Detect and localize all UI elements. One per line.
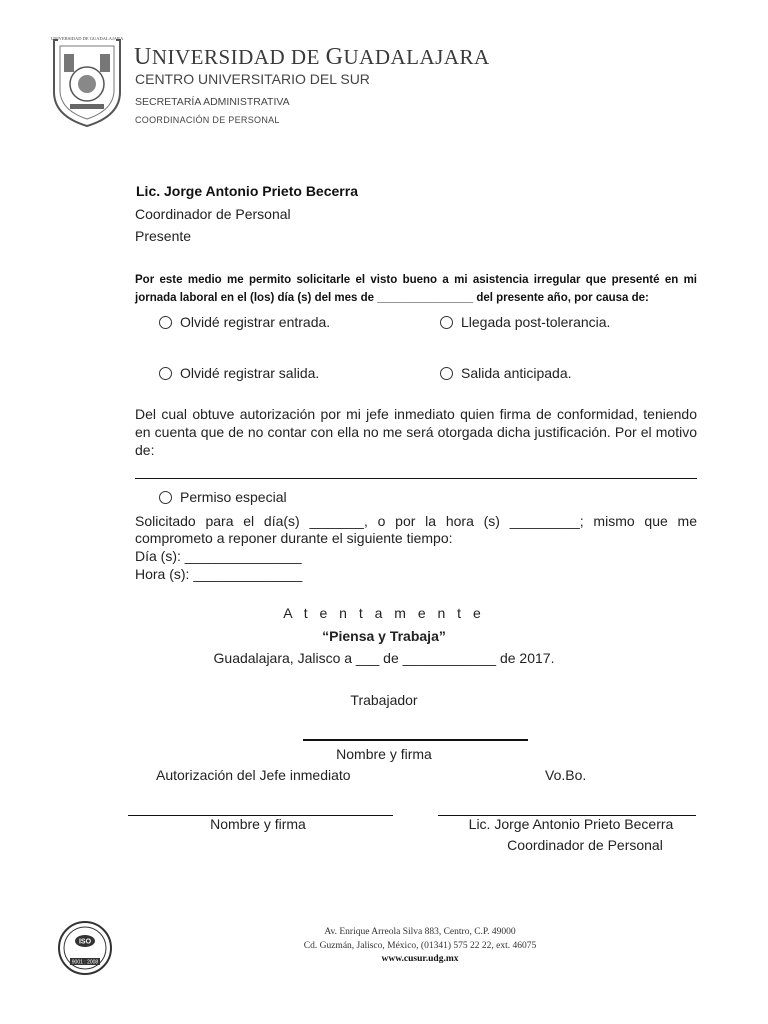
option-salida-anticipada[interactable] — [440, 365, 572, 381]
autorizacion-paragraph: Del cual obtuve autorización por mi jefe inmediato quien firma de conformidad, teniendo en cuenta que de no contar con ella no me será otorgada dicha justificación. Por el motivo de: — [135, 406, 697, 458]
radio-button[interactable] — [159, 316, 172, 329]
secretaria-label: SECRETARÍA ADMINISTRATIVA — [135, 96, 290, 108]
radio-button[interactable] — [159, 367, 172, 380]
option-olvide-entrada[interactable] — [159, 314, 330, 330]
motivo-line[interactable] — [135, 478, 697, 479]
trabajador-label: Trabajador — [350, 692, 418, 708]
radio-button[interactable] — [159, 491, 172, 504]
intro-paragraph: Por este medio me permito solicitarle el visto bueno a mi asistencia irregular que presenté en mi jornada laboral en el (los) día (s) del mes de _______________ del presente año, por causa de: — [135, 274, 697, 304]
campus-name: CENTRO UNIVERSITARIO DEL SUR — [135, 71, 370, 87]
option-olvide-salida[interactable] — [159, 365, 319, 381]
footer-website-link[interactable]: www.cusur.udg.mx — [381, 954, 459, 964]
iso-text: ISO — [78, 938, 92, 946]
trabajador-nombre-firma: Nombre y firma — [336, 746, 432, 762]
atentamente: A t e n t a m e n t e — [283, 605, 485, 621]
university-seal-logo — [50, 34, 124, 128]
iso-certification-logo — [58, 920, 112, 976]
recipient-presente: Presente — [135, 228, 192, 244]
option-label: Salida anticipada. — [461, 365, 572, 381]
option-permiso-especial[interactable] — [159, 489, 287, 505]
recipient-role: Coordinador de Personal — [135, 206, 291, 222]
trabajador-signature-line — [303, 739, 528, 741]
coordinador-role: Coordinador de Personal — [507, 837, 663, 853]
option-label: Olvidé registrar salida. — [180, 365, 320, 381]
option-label: Llegada post-tolerancia. — [461, 314, 611, 330]
iso-years: 9001 : 2008 — [71, 959, 99, 966]
university-name: UNIVERSIDAD DE GUADALAJARA — [134, 44, 490, 70]
footer-address-1: Av. Enrique Arreola Silva 883, Centro, C.P. 49000 — [324, 927, 516, 937]
option-llegada-post-tolerancia[interactable] — [440, 314, 610, 330]
coordinador-name: Lic. Jorge Antonio Prieto Becerra — [468, 816, 674, 832]
footer-address-2: Cd. Guzmán, Jalisco, México, (01341) 575 22 22, ext. 46075 — [303, 941, 537, 951]
solicitado-paragraph: Solicitado para el día(s) _______, o por la hora (s) _________; mismo que me comprometo a reponer durante el siguiente tiempo: — [135, 513, 697, 546]
fecha-line: Guadalajara, Jalisco a ___ de ____________ de 2017. — [213, 650, 555, 666]
seal-text: UNIVERSIDAD DE GUADALAJARA — [50, 36, 124, 41]
coordinacion-label: COORDINACIÓN DE PERSONAL — [135, 115, 280, 125]
lema: “Piensa y Trabaja” — [322, 628, 446, 644]
option-label: Permiso especial — [180, 489, 287, 505]
radio-button[interactable] — [440, 367, 453, 380]
dias-line: Día (s): _______________ — [135, 548, 302, 564]
autorizacion-jefe-label: Autorización del Jefe inmediato — [156, 767, 351, 783]
recipient-name: Lic. Jorge Antonio Prieto Becerra — [136, 183, 358, 199]
vobo-label: Vo.Bo. — [545, 767, 587, 783]
radio-button[interactable] — [440, 316, 453, 329]
horas-line: Hora (s): ______________ — [135, 566, 303, 582]
option-label: Olvidé registrar entrada. — [180, 314, 331, 330]
jefe-nombre-firma: Nombre y firma — [210, 816, 306, 832]
